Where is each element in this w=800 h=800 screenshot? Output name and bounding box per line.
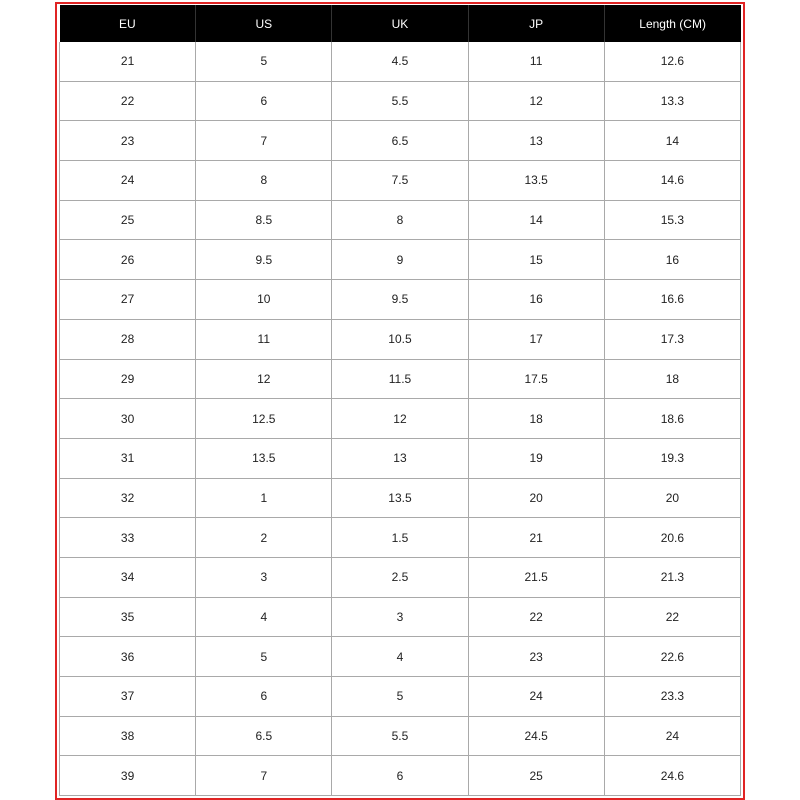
table-row [60, 478, 741, 518]
header-eu: EU [60, 5, 196, 42]
cell-eu: 31 [60, 438, 196, 478]
cell-length: 18 [604, 359, 740, 399]
cell-us: 6.5 [196, 716, 332, 756]
cell-length: 21.3 [604, 557, 740, 597]
cell-uk: 9.5 [332, 280, 468, 320]
cell-jp: 23 [468, 637, 604, 677]
cell-length: 19.3 [604, 438, 740, 478]
cell-us: 13.5 [196, 438, 332, 478]
cell-us: 6 [196, 677, 332, 717]
cell-jp: 18 [468, 399, 604, 439]
cell-us: 4 [196, 597, 332, 637]
cell-jp: 19 [468, 438, 604, 478]
cell-eu: 32 [60, 478, 196, 518]
cell-jp: 24 [468, 677, 604, 717]
cell-eu: 24 [60, 161, 196, 201]
cell-jp: 12 [468, 81, 604, 121]
size-chart-table [59, 5, 741, 796]
header-jp: JP [468, 5, 604, 42]
cell-eu: 35 [60, 597, 196, 637]
cell-length: 14.6 [604, 161, 740, 201]
table-row [60, 756, 741, 796]
header-length: Length (CM) [604, 5, 740, 42]
cell-length: 13.3 [604, 81, 740, 121]
table-row [60, 121, 741, 161]
cell-uk: 13 [332, 438, 468, 478]
cell-us: 12.5 [196, 399, 332, 439]
cell-us: 10 [196, 280, 332, 320]
cell-length: 22 [604, 597, 740, 637]
cell-jp: 24.5 [468, 716, 604, 756]
cell-length: 23.3 [604, 677, 740, 717]
header-us: US [196, 5, 332, 42]
cell-eu: 21 [60, 42, 196, 81]
cell-length: 16.6 [604, 280, 740, 320]
cell-length: 12.6 [604, 42, 740, 81]
table-body [60, 42, 741, 796]
cell-us: 9.5 [196, 240, 332, 280]
cell-jp: 25 [468, 756, 604, 796]
table-row [60, 81, 741, 121]
cell-us: 11 [196, 319, 332, 359]
cell-uk: 5 [332, 677, 468, 717]
cell-uk: 8 [332, 200, 468, 240]
cell-uk: 5.5 [332, 716, 468, 756]
cell-us: 7 [196, 121, 332, 161]
cell-us: 5 [196, 42, 332, 81]
cell-us: 6 [196, 81, 332, 121]
cell-uk: 3 [332, 597, 468, 637]
cell-jp: 11 [468, 42, 604, 81]
cell-length: 24 [604, 716, 740, 756]
cell-uk: 12 [332, 399, 468, 439]
table-row [60, 240, 741, 280]
cell-us: 12 [196, 359, 332, 399]
cell-uk: 1.5 [332, 518, 468, 558]
cell-eu: 22 [60, 81, 196, 121]
cell-length: 20 [604, 478, 740, 518]
cell-jp: 13 [468, 121, 604, 161]
cell-uk: 5.5 [332, 81, 468, 121]
table-row [60, 518, 741, 558]
cell-uk: 4.5 [332, 42, 468, 81]
cell-uk: 2.5 [332, 557, 468, 597]
cell-us: 7 [196, 756, 332, 796]
cell-jp: 13.5 [468, 161, 604, 201]
table-row [60, 280, 741, 320]
cell-eu: 33 [60, 518, 196, 558]
table-row [60, 637, 741, 677]
table-row [60, 438, 741, 478]
cell-jp: 17 [468, 319, 604, 359]
table-row [60, 161, 741, 201]
cell-uk: 4 [332, 637, 468, 677]
cell-uk: 9 [332, 240, 468, 280]
cell-length: 20.6 [604, 518, 740, 558]
cell-us: 3 [196, 557, 332, 597]
cell-us: 8 [196, 161, 332, 201]
cell-jp: 22 [468, 597, 604, 637]
cell-uk: 13.5 [332, 478, 468, 518]
cell-us: 1 [196, 478, 332, 518]
cell-uk: 6 [332, 756, 468, 796]
cell-eu: 38 [60, 716, 196, 756]
cell-eu: 37 [60, 677, 196, 717]
cell-length: 17.3 [604, 319, 740, 359]
cell-uk: 11.5 [332, 359, 468, 399]
table-row [60, 42, 741, 81]
cell-eu: 26 [60, 240, 196, 280]
cell-length: 18.6 [604, 399, 740, 439]
cell-eu: 28 [60, 319, 196, 359]
table-row [60, 677, 741, 717]
cell-uk: 6.5 [332, 121, 468, 161]
cell-us: 2 [196, 518, 332, 558]
cell-length: 22.6 [604, 637, 740, 677]
table-row [60, 557, 741, 597]
cell-eu: 23 [60, 121, 196, 161]
cell-jp: 14 [468, 200, 604, 240]
cell-eu: 29 [60, 359, 196, 399]
cell-uk: 10.5 [332, 319, 468, 359]
cell-jp: 17.5 [468, 359, 604, 399]
cell-eu: 34 [60, 557, 196, 597]
table-row [60, 399, 741, 439]
header-uk: UK [332, 5, 468, 42]
table-row [60, 319, 741, 359]
cell-jp: 21.5 [468, 557, 604, 597]
cell-us: 8.5 [196, 200, 332, 240]
cell-jp: 21 [468, 518, 604, 558]
cell-length: 14 [604, 121, 740, 161]
cell-us: 5 [196, 637, 332, 677]
table-row [60, 597, 741, 637]
cell-jp: 16 [468, 280, 604, 320]
cell-eu: 36 [60, 637, 196, 677]
cell-length: 16 [604, 240, 740, 280]
table-row [60, 200, 741, 240]
cell-eu: 27 [60, 280, 196, 320]
table-row [60, 716, 741, 756]
cell-eu: 25 [60, 200, 196, 240]
cell-length: 24.6 [604, 756, 740, 796]
cell-eu: 30 [60, 399, 196, 439]
cell-eu: 39 [60, 756, 196, 796]
cell-jp: 20 [468, 478, 604, 518]
cell-length: 15.3 [604, 200, 740, 240]
header-row [60, 5, 741, 42]
cell-jp: 15 [468, 240, 604, 280]
table-row [60, 359, 741, 399]
cell-uk: 7.5 [332, 161, 468, 201]
